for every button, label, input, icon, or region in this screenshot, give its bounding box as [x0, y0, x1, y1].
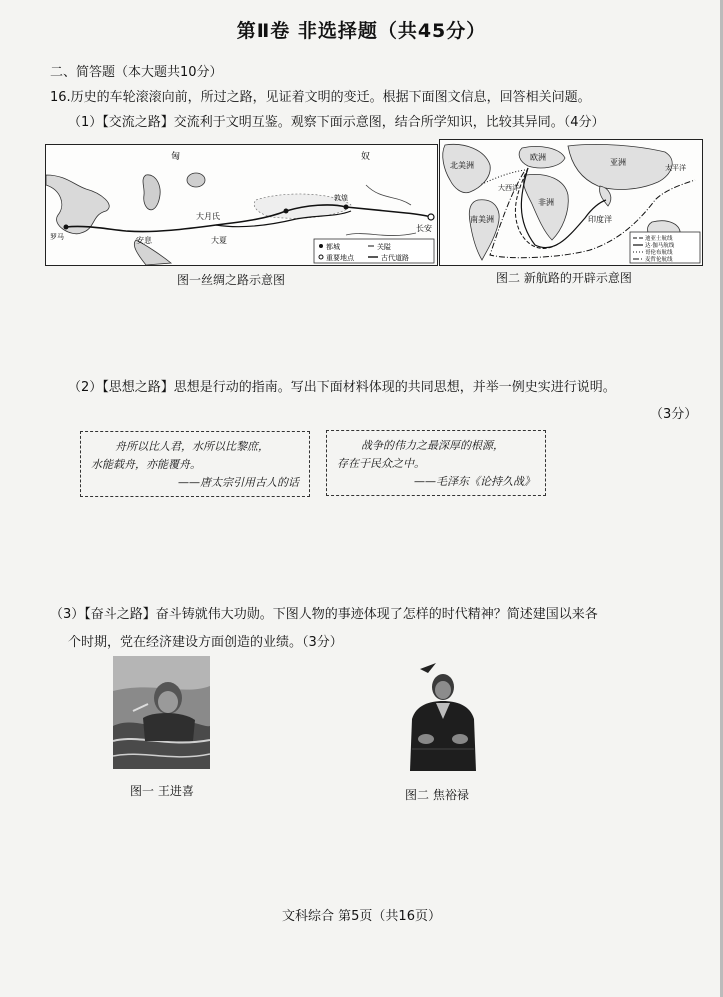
map2-label: 欧洲 — [530, 153, 546, 162]
silk-road-map — [45, 144, 438, 266]
map2-label: 北美洲 — [450, 161, 474, 170]
quote-box-1 — [80, 431, 310, 497]
map2-legend-item: 哥伦布航线 — [645, 250, 673, 256]
map2-label: 亚洲 — [610, 158, 626, 167]
map2-legend-item: 麦哲伦航线 — [645, 257, 673, 263]
quote1-source: ——唐太宗引用古人的话 — [178, 476, 299, 489]
part1-prompt: （1）【交流之路】交流利于文明互鉴。观察下面示意图，结合所学知识，比较其异同。（4分） — [68, 115, 605, 130]
map1-label: 敦煌 — [334, 194, 348, 202]
page-title: 第Ⅱ卷 非选择题（共45分） — [236, 20, 487, 42]
map1-label: 长安 — [416, 224, 432, 233]
map1-caption: 图一丝绸之路示意图 — [177, 273, 286, 287]
map2-legend-item: 达·伽马航线 — [645, 243, 675, 249]
new-sea-routes-map — [439, 139, 703, 266]
quote-box-2 — [326, 430, 546, 496]
photo-jiao-yulu — [398, 659, 488, 771]
map1-label: 匈 — [171, 152, 181, 162]
map2-caption: 图二 新航路的开辟示意图 — [496, 271, 632, 285]
new-sea-routes-map-drawing — [440, 140, 702, 265]
silk-road-map-drawing — [46, 145, 437, 265]
map1-legend-item: 都城 — [326, 243, 340, 251]
quote1-line1: 舟所以比人君，水所以比黎庶， — [115, 440, 269, 453]
page-footer: 文科综合 第5页（共16页） — [282, 909, 441, 924]
map2-label: 大西洋 — [498, 184, 519, 192]
map1-label: 安息 — [136, 236, 152, 245]
part3-prompt-line1: （3）【奋斗之路】奋斗铸就伟大功勋。下图人物的事迹体现了怎样的时代精神？简述建国以来各 — [50, 607, 598, 622]
photo-wang-jinxi-image — [113, 656, 210, 769]
map1-legend-item: 重要地点 — [326, 254, 354, 262]
quote2-line1: 战争的伟力之最深厚的根源， — [361, 439, 504, 452]
photo1-caption: 图一 王进喜 — [130, 784, 194, 798]
map2-label: 太平洋 — [665, 164, 686, 172]
map1-legend-item: 关隘 — [377, 243, 391, 251]
map1-legend-item: 古代道路 — [381, 254, 409, 262]
part3-prompt-line2: 个时期，党在经济建设方面创造的业绩。（3分） — [68, 635, 343, 650]
map1-label: 奴 — [361, 152, 371, 162]
map2-label: 南美洲 — [470, 215, 494, 224]
section-heading: 二、简答题（本大题共10分） — [50, 65, 223, 80]
map2-legend-item: 迪亚士航线 — [645, 236, 673, 242]
question-intro: 16.历史的车轮滚滚向前，所过之路，见证着文明的变迁。根据下面图文信息，回答相关问题。 — [50, 90, 591, 105]
photo-jiao-yulu-image — [398, 659, 488, 771]
map1-label: 罗马 — [50, 233, 64, 241]
quote2-source: ——毛泽东《论持久战》 — [414, 475, 535, 488]
map1-label: 大月氏 — [196, 212, 220, 221]
photo2-caption: 图二 焦裕禄 — [405, 788, 469, 802]
map1-label: 大夏 — [211, 236, 227, 245]
quote2-line2: 存在于民众之中。 — [337, 457, 425, 470]
photo-wang-jinxi — [113, 656, 210, 769]
map2-label: 非洲 — [538, 198, 554, 207]
part2-prompt: （2）【思想之路】思想是行动的指南。写出下面材料体现的共同思想，并举一例史实进行说明。 — [68, 380, 616, 395]
map2-label: 印度洋 — [588, 215, 612, 224]
part2-score: （3分） — [650, 407, 698, 422]
quote1-line2: 水能载舟，亦能覆舟。 — [91, 458, 201, 471]
